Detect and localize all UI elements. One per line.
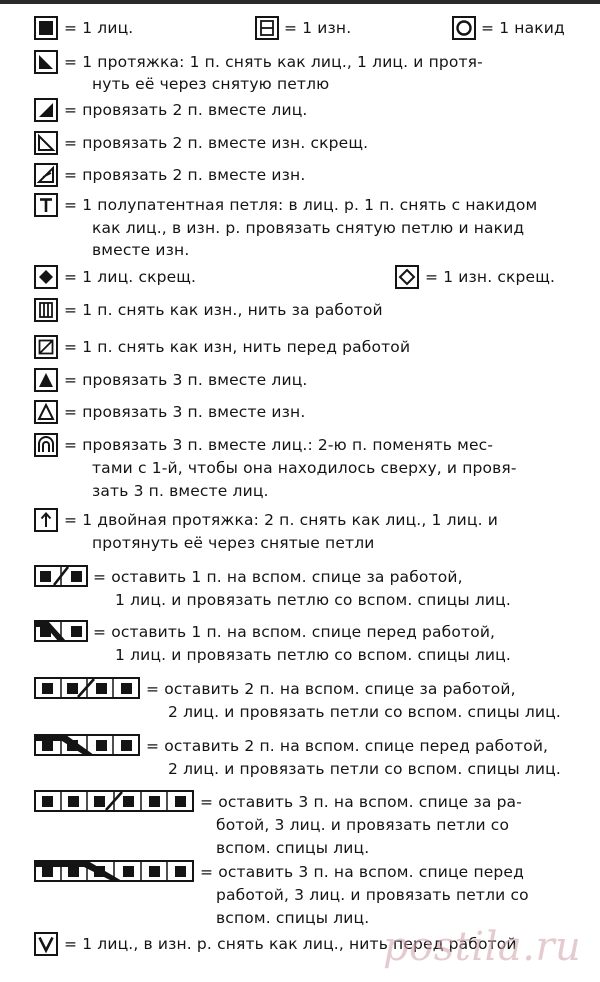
cable-3x3-left-symbol [34,860,194,882]
watermark: postila.ru [383,924,582,970]
cable-3x3-left-label-line2: работой, 3 лиц. и провязать петли со [216,886,529,904]
slip-wyif-symbol [34,335,58,359]
knit-tbl-label: = 1 лиц. скрещ. [64,268,197,286]
cable-2x2-left-label-line2: 2 лиц. и провязать петли со вспом. спицы лиц. [168,760,561,778]
half-fisherman-label-line2: как лиц., в изн. р. провязать снятую петлю и накид [92,219,525,237]
p3tog-symbol [34,400,58,424]
yarn-over-symbol [452,16,476,40]
cable-1x1-left-label-line1: = оставить 1 п. на вспом. спице перед работой, [93,623,496,641]
cable-3x3-right-label-line1: = оставить 3 п. на вспом. спице за ра- [200,793,522,811]
half-fisherman-stitch-symbol [34,193,58,217]
k2tog-label: = провязать 2 п. вместе лиц. [64,101,308,119]
k3tog-crossed-label-line3: зать 3 п. вместе лиц. [92,482,269,500]
knit-stitch-label: = 1 лиц. [64,19,134,37]
half-fisherman-label-line3: вместе изн. [92,241,190,259]
cable-3x3-right-label-line3: вспом. спицы лиц. [216,839,370,857]
double-decrease-label-line2: протянуть её через снятые петли [92,534,375,552]
slip-knitwise-label: = 1 лиц., в изн. р. снять как лиц., нить перед работой [64,935,517,953]
slip-wyib-symbol [34,298,58,322]
k3tog-crossed-label-line1: = провязать 3 п. вместе лиц.: 2-ю п. поменять мес- [64,436,494,454]
purl-tbl-label: = 1 изн. скрещ. [425,268,556,286]
slip-wyib-label: = 1 п. снять как изн., нить за работой [64,301,383,319]
skp-label-line1: = 1 протяжка: 1 п. снять как лиц., 1 лиц. и протя- [64,53,483,71]
yarn-over-label: = 1 накид [481,19,565,37]
cable-1x1-left-label-line2: 1 лиц. и провязать петлю со вспом. спицы лиц. [115,646,511,664]
double-decrease-symbol [34,508,58,532]
double-decrease-label-line1: = 1 двойная протяжка: 2 п. снять как лиц., 1 лиц. и [64,511,498,529]
cable-3x3-left-label-line3: вспом. спицы лиц. [216,909,370,927]
k3tog-symbol [34,368,58,392]
cable-3x3-right-label-line2: ботой, 3 лиц. и провязать петли со [216,816,510,834]
cable-1x1-right-symbol [34,565,88,587]
cable-2x2-left-symbol [34,734,140,756]
cable-3x3-right-symbol [34,790,194,812]
cable-2x2-left-label-line1: = оставить 2 п. на вспом. спице перед работой, [146,737,549,755]
p3tog-label: = провязать 3 п. вместе изн. [64,403,306,421]
p2tog-tbl-label: = провязать 2 п. вместе изн. скрещ. [64,134,369,152]
cable-1x1-left-symbol [34,620,88,642]
knit-tbl-symbol [34,265,58,289]
cable-1x1-right-label-line1: = оставить 1 п. на вспом. спице за работой, [93,568,463,586]
p2tog-symbol [34,163,58,187]
cable-3x3-left-label-line1: = оставить 3 п. на вспом. спице перед [200,863,524,881]
purl-stitch-symbol [255,16,279,40]
k3tog-crossed-label-line2: тами с 1-й, чтобы она находилось сверху, и провя- [92,459,517,477]
cable-2x2-right-symbol [34,677,140,699]
cable-1x1-right-label-line2: 1 лиц. и провязать петлю со вспом. спицы лиц. [115,591,511,609]
p2tog-tbl-symbol [34,131,58,155]
k3tog-label: = провязать 3 п. вместе лиц. [64,371,308,389]
skp-label-line2: нуть её через снятую петлю [92,75,330,93]
purl-tbl-symbol [395,265,419,289]
slip-wyif-label: = 1 п. снять как изн, нить перед работой [64,338,411,356]
slip-knitwise-symbol [34,932,58,956]
cable-2x2-right-label-line2: 2 лиц. и провязать петли со вспом. спицы лиц. [168,703,561,721]
knit-stitch-symbol [34,16,58,40]
k2tog-symbol [34,98,58,122]
skp-decrease-symbol [34,50,58,74]
half-fisherman-label-line1: = 1 полупатентная петля: в лиц. р. 1 п. снять с накидом [64,196,538,214]
purl-stitch-label: = 1 изн. [284,19,352,37]
p2tog-label: = провязать 2 п. вместе изн. [64,166,306,184]
k3tog-crossed-symbol [34,433,58,457]
cable-2x2-right-label-line1: = оставить 2 п. на вспом. спице за работой, [146,680,516,698]
